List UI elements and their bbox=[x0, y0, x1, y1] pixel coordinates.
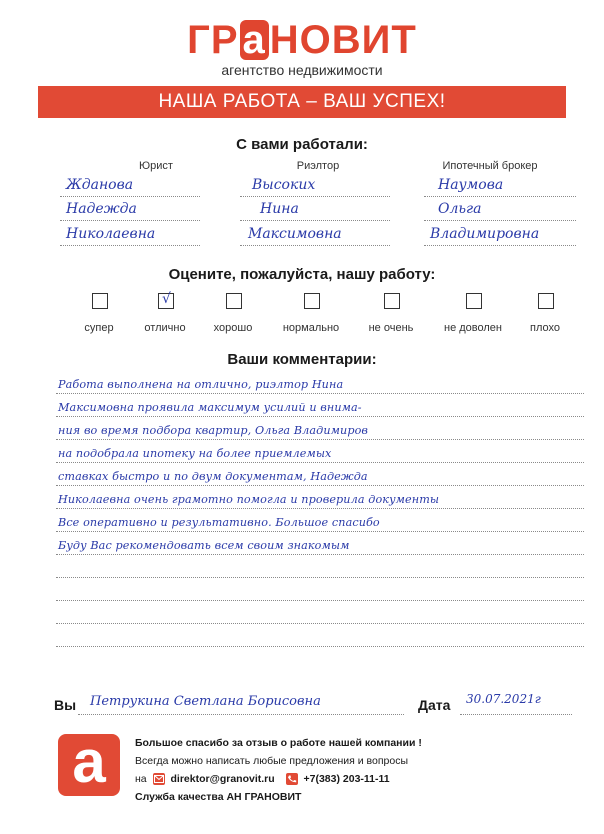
mail-icon bbox=[153, 773, 165, 785]
comment-text: Николаевна очень грамотно помогла и проверила документы bbox=[58, 493, 440, 506]
footer-contacts bbox=[135, 773, 390, 785]
broker-patronymic: Владимировна bbox=[430, 226, 540, 242]
comment-text: ния во время подбора квартир, Ольга Владимиров bbox=[58, 424, 369, 437]
date-label: Дата bbox=[418, 697, 451, 713]
rating-label-normal: нормально bbox=[282, 322, 340, 334]
role-mortgage-broker: Ипотечный брокер bbox=[442, 160, 538, 172]
realtor-patronymic: Максимовна bbox=[248, 226, 342, 242]
logo-part2: а bbox=[240, 20, 269, 60]
comment-line bbox=[56, 439, 584, 440]
comment-text: Все оперативно и результативно. Большое спасибо bbox=[58, 516, 380, 529]
rating-label-excellent: отлично bbox=[144, 322, 186, 334]
comments-title: Ваши комментарии: bbox=[227, 351, 377, 368]
comment-text: Работа выполнена на отлично, риэлтор Нина bbox=[58, 378, 344, 391]
role-realtor: Риэлтор bbox=[296, 160, 340, 172]
checkbox-good[interactable] bbox=[226, 293, 242, 309]
footer-logo-icon: а bbox=[58, 734, 120, 796]
comment-text: Максимовна проявила максимум усилий и внима- bbox=[58, 401, 362, 414]
lawyer-surname: Жданова bbox=[66, 177, 134, 193]
comment-line bbox=[56, 577, 584, 578]
worked-with-title: С вами работали: bbox=[236, 136, 368, 153]
comment-line bbox=[56, 416, 584, 417]
realtor-first-name: Нина bbox=[260, 201, 299, 217]
comment-line bbox=[56, 508, 584, 509]
phone-icon bbox=[286, 773, 298, 785]
footer-thanks: Большое спасибо за отзыв о работе нашей компании ! bbox=[135, 737, 422, 749]
comment-line bbox=[56, 531, 584, 532]
logo-part1: ГР bbox=[187, 18, 239, 62]
lawyer-patronymic: Николаевна bbox=[66, 226, 156, 242]
comment-line bbox=[56, 554, 584, 555]
comment-line bbox=[56, 485, 584, 486]
comment-line bbox=[56, 646, 584, 647]
checkbox-not-very[interactable] bbox=[384, 293, 400, 309]
date-value: 30.07.2021г bbox=[466, 692, 541, 706]
checkbox-dissatisfied[interactable] bbox=[466, 293, 482, 309]
footer-write-us: Всегда можно написать любые предложения и вопросы bbox=[135, 755, 409, 767]
lawyer-first-name: Надежда bbox=[66, 201, 137, 217]
customer-name: Петрукина Светлана Борисовна bbox=[90, 694, 321, 709]
checkbox-bad[interactable] bbox=[538, 293, 554, 309]
comment-text: ставках быстро и по двум документам, Надежда bbox=[58, 470, 368, 483]
rating-title: Оцените, пожалуйста, нашу работу: bbox=[168, 266, 436, 283]
selected-tick-mark: √ bbox=[162, 291, 171, 307]
phone-link[interactable]: +7(383) 203-11-11 bbox=[303, 773, 390, 785]
name-label: Вы bbox=[54, 697, 77, 713]
comment-text: на подобрала ипотеку на более приемлемых bbox=[58, 447, 332, 460]
email-link[interactable]: direktor@granovit.ru bbox=[170, 773, 275, 785]
company-tagline: агентство недвижимости bbox=[221, 62, 383, 78]
footer-quality-service: Служба качества АН ГРАНОВИТ bbox=[135, 791, 302, 803]
broker-first-name: Ольга bbox=[438, 201, 482, 217]
rating-label-good: хорошо bbox=[213, 322, 253, 334]
comment-line bbox=[56, 462, 584, 463]
rating-label-bad: плохо bbox=[530, 322, 560, 334]
checkbox-super[interactable] bbox=[92, 293, 108, 309]
rating-label-super: супер bbox=[84, 322, 114, 334]
broker-surname: Наумова bbox=[438, 177, 504, 193]
comment-text: Буду Вас рекомендовать всем своим знакомым bbox=[58, 539, 350, 552]
footer-na: на bbox=[135, 773, 147, 785]
rating-label-dissatisfied: не доволен bbox=[444, 322, 502, 334]
checkbox-normal[interactable] bbox=[304, 293, 320, 309]
comment-line bbox=[56, 600, 584, 601]
realtor-surname: Высоких bbox=[252, 177, 316, 193]
company-logo bbox=[0, 18, 604, 62]
slogan-banner: НАША РАБОТА – ВАШ УСПЕХ! bbox=[38, 86, 566, 118]
role-lawyer: Юрист bbox=[139, 160, 173, 172]
logo-part3: НОВИТ bbox=[269, 18, 417, 62]
comment-line bbox=[56, 393, 584, 394]
rating-label-not-very: не очень bbox=[368, 322, 414, 334]
comment-line bbox=[56, 623, 584, 624]
